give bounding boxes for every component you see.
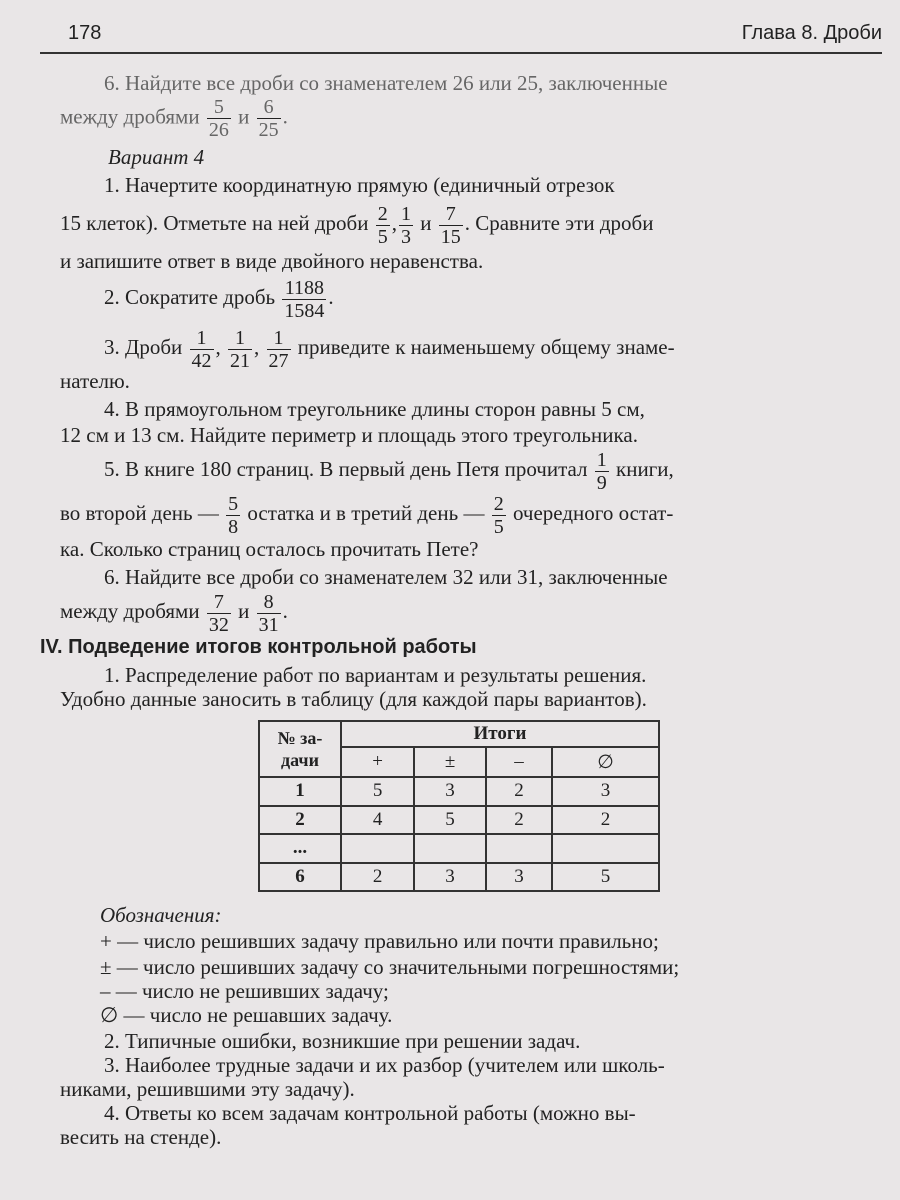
item4-line2: весить на стенде). [60,1125,222,1149]
page-number: 178 [68,22,102,44]
task-number: 1 [259,777,341,806]
item3-line1: 3. Наиболее трудные задачи и их разбор (учителем или школь- [104,1053,665,1077]
symbol-plusminus: ± [414,747,486,777]
table-cell [414,834,486,863]
v4-task2: 2. Сократите дробь $\frac{1188}{1584}$ . [104,276,334,322]
v4-task4-line2: 12 см и 13 см. Найдите периметр и площадь этого треугольника. [60,423,638,447]
table-row [259,863,659,892]
v4-task5-line1: 5. В книге 180 страниц. В первый день Петя прочитал $\frac{1}{9}$ книги, [104,448,674,494]
v4-task6-line2: между дробями $\frac{7}{32}$ и $\frac{8}{31}$ . [60,590,288,636]
table-cell: 5 [341,777,414,806]
table-row [259,806,659,835]
table-cell: 3 [486,863,552,892]
fraction: $\frac{1188}{1584}$ [284,276,325,322]
fraction: $\frac{5}{8}$ [228,492,239,538]
v4-task1-line3: и запишите ответ в виде двойного неравенства. [60,249,484,273]
table-cell: 3 [552,777,659,806]
fraction: $\frac{1}{21}$ [230,326,250,372]
table-row [259,834,659,863]
results-table [258,720,660,892]
section-item1-line2: Удобно данные заносить в таблицу (для каждой пары вариантов). [60,687,647,711]
table-cell: 2 [552,806,659,835]
table-cell [486,834,552,863]
v4-task3-line2: нателю. [60,369,130,393]
fraction: $\frac{1}{27}$ [268,326,289,372]
table-cell: 2 [486,777,552,806]
chapter-title: Глава 8. Дроби [741,22,882,44]
symbol-minus: – [486,747,552,777]
legend-empty: ∅ — число не решавших задачу. [100,1003,393,1027]
task-number-header: № за- дачи [259,721,341,777]
v4-task5-line2: во второй день — $\frac{5}{8}$ остатка и в третий день — $\frac{2}{5}$ очередного остат- [60,492,674,538]
item3-line2: никами, решившими эту задачу). [60,1077,355,1101]
fraction: $\frac{2}{5}$ [493,492,504,538]
item2: 2. Типичные ошибки, возникшие при решении задач. [104,1029,581,1053]
legend-plusminus: ± — число решивших задачу со значительными погрешностями; [100,955,680,979]
table-cell [552,834,659,863]
table-cell: 3 [414,777,486,806]
fraction: $\frac{5}{26}$ [208,96,229,141]
fraction: $\frac{2}{5}$ [377,202,388,248]
task-number: 2 [259,806,341,835]
table-cell: 5 [552,863,659,892]
table-cell: 2 [341,863,414,892]
v4-task1-line2: 15 клеток). Отметьте на ней дроби $\frac{2}{5}$ , $\frac{1}{3}$ и $\frac{7}{15}$ . Сравните эти дроби [60,202,654,248]
table-row [259,777,659,806]
table-cell: 2 [486,806,552,835]
section-item1-line1: 1. Распределение работ по вариантам и результаты решения. [104,663,647,687]
table-cell: 4 [341,806,414,835]
symbol-plus: + [341,747,414,777]
table-cell [341,834,414,863]
legend-plus: + — число решивших задачу правильно или почти правильно; [100,929,659,953]
v4-task3-line1: 3. Дроби $\frac{1}{42}$ , $\frac{1}{21}$ , $\frac{1}{27}$ приведите к наименьшему общему знаме- [104,326,675,372]
legend-title: Обозначения: [100,903,222,927]
table-cell: 5 [414,806,486,835]
legend-minus: – — число не решивших задачу; [100,979,389,1003]
page-header [40,22,882,54]
symbol-empty: ∅ [552,747,659,777]
v3-task6-line2: между дробями $\frac{5}{26}$ и $\frac{6}{25}$ . [60,96,288,141]
variant4-title: Вариант 4 [108,145,205,169]
table-cell: 3 [414,863,486,892]
fraction: $\frac{1}{3}$ [400,202,411,248]
fraction: $\frac{1}{9}$ [596,448,607,494]
results-header: Итоги [341,721,659,747]
section-title: IV. Подведение итогов контрольной работы [40,636,477,658]
v3-task6-line1: 6. Найдите все дроби со знаменателем 26 или 25, заключенные [104,71,668,95]
fraction: $\frac{1}{42}$ [191,326,212,372]
task-number: ... [259,834,341,863]
v4-task4-line1: 4. В прямоугольном треугольнике длины сторон равны 5 см, [104,397,645,421]
v4-task5-line3: ка. Сколько страниц осталось прочитать Пете? [60,537,479,561]
fraction: $\frac{7}{32}$ [208,590,229,636]
v4-task1-line1: 1. Начертите координатную прямую (единичный отрезок [104,173,615,197]
task-number: 6 [259,863,341,892]
fraction: $\frac{7}{15}$ [440,202,461,248]
fraction: $\frac{6}{25}$ [258,96,279,141]
fraction: $\frac{8}{31}$ [258,590,279,636]
v4-task6-line1: 6. Найдите все дроби со знаменателем 32 или 31, заключенные [104,565,668,589]
item4-line1: 4. Ответы ко всем задачам контрольной работы (можно вы- [104,1101,636,1125]
